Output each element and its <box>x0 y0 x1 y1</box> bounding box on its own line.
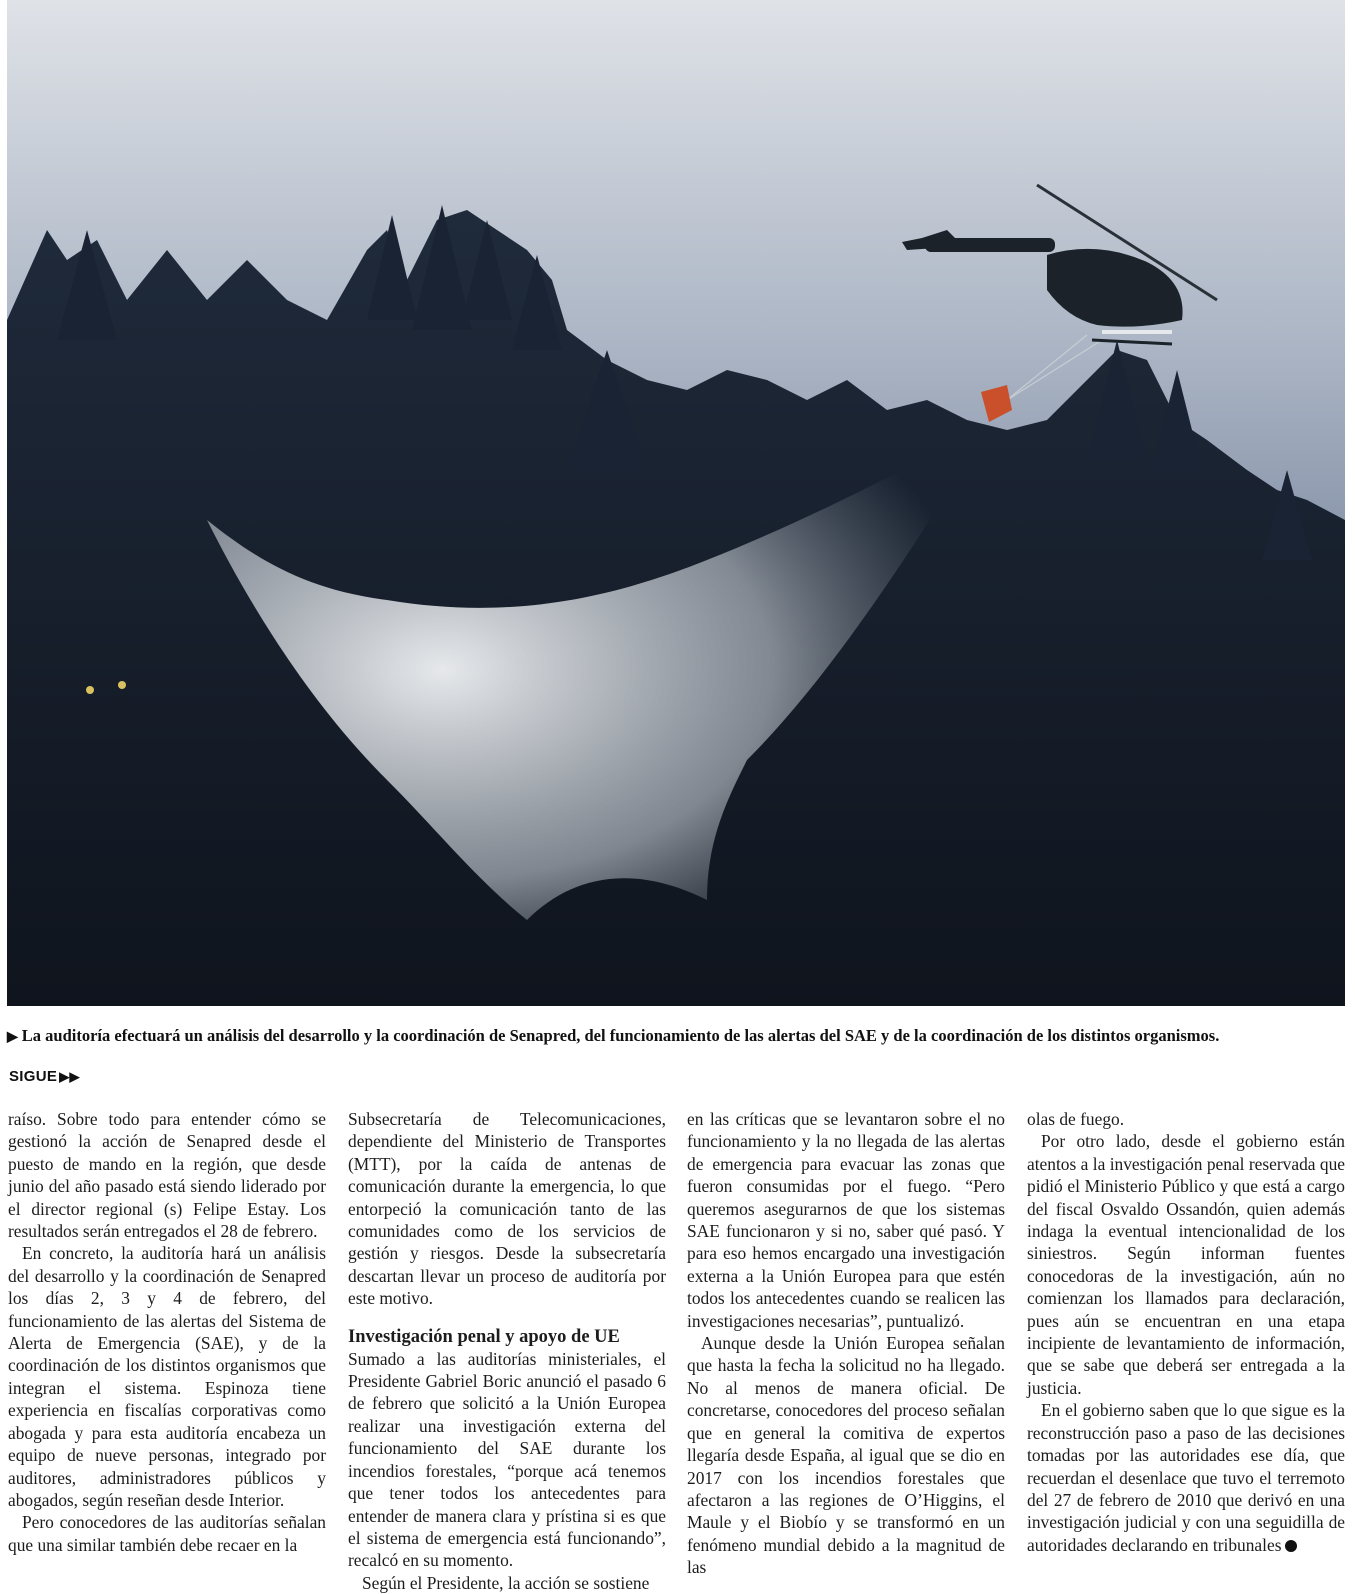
article-column-1 <box>8 1108 326 1556</box>
end-of-article-icon <box>1285 1540 1297 1552</box>
photo-caption <box>7 1026 1347 1048</box>
caption-marker-icon: ▶ <box>7 1030 18 1045</box>
caption-text: La auditoría efectuará un análisis del desarrollo y la coordinación de Senapred, del funcionamiento de las alertas del SAE y de la coordinación de los distintos organismos. <box>21 1026 1220 1045</box>
news-photo <box>7 0 1345 1006</box>
paragraph: raíso. Sobre todo para entender cómo se gestionó la acción de Senapred desde el puesto de mando en la región, que desde junio del año pasado está siendo liderado por el director regional (s) Felipe Estay. Los resultados serán entregados el 28 de febrero. <box>8 1109 326 1242</box>
double-arrow-icon: ▶▶ <box>59 1069 80 1084</box>
paragraph: Sumado a las auditorías ministeriales, el Presidente Gabriel Boric anunció el pasado 6 de febrero que solicitó a la Unión Europea realizar una investigación externa del funcionamiento del SAE durante los incendios forestales, “porque acá tenemos que tener todos los antecedentes para entender de manera clara y prístina si es que el sistema de emergencia está funcionando”, recalcó en su momento. <box>348 1348 666 1571</box>
paragraph-text: En el gobierno saben que lo que sigue es la reconstrucción paso a paso de las decisiones tomadas por las autoridades ese día, que recuerdan el desenlace que tuvo el terremoto del 27 de febrero de 2010 que derivó en una investigación judicial y con una seguidilla de autoridades declarando en tribunales <box>1027 1400 1345 1555</box>
paragraph: olas de fuego. <box>1027 1109 1125 1129</box>
paragraph: en las críticas que se levantaron sobre el no funcionamiento y la no llegada de las alertas de emergencia para evacuar las zonas que fueron consumidas por el fuego. “Pero queremos asegurarnos de que los sistemas SAE funcionaron y si no, saber qué pasó. Y para eso hemos encargado una investigación externa a la Unión Europea para que estén todos los antecedentes cuando se realicen las investigaciones necesarias”, puntualizó. <box>687 1109 1005 1331</box>
paragraph: Pero conocedores de las auditorías señalan que una similar también debe recaer en la <box>8 1512 326 1555</box>
paragraph: Por otro lado, desde el gobierno están atentos a la investigación penal reservada que pidió el Ministerio Público y que está a cargo del fiscal Osvaldo Ossandón, quien además indaga la eventual intencionalidad de los siniestros. Según informan fuentes conocedoras de la investigación, aún no comienzan los llamados para declaración, pues aún se encuentran en una etapa incipiente de levantamiento de información, que se sabe que deberá ser entregada a la justicia. <box>1027 1131 1345 1398</box>
helicopter-firefighting-photo <box>7 0 1345 1006</box>
article-column-4 <box>1027 1108 1345 1556</box>
article-column-3 <box>687 1108 1005 1579</box>
continue-label <box>9 1068 80 1085</box>
article-column-2 <box>348 1108 666 1594</box>
paragraph: En concreto, la auditoría hará un análisis del desarrollo y la coordinación de Senapred los días 2, 3 y 4 de febrero, del funcionamiento de las alertas del Sistema de Alerta de Emergencia (SAE), y de la coordinación de los distintos organismos que integran el sistema. Espinoza tiene experiencia en fiscalías corporativas como abogada y para esta auditoría encabeza un equipo de nueve personas, integrado por auditores, administradores públicos y abogados, según reseñan desde Interior. <box>8 1243 326 1510</box>
section-heading: Investigación penal y apoyo de UE <box>348 1326 620 1347</box>
sigue-text: SIGUE <box>9 1068 58 1085</box>
paragraph: Según el Presidente, la acción se sostiene <box>362 1572 650 1593</box>
paragraph-final <box>1027 1399 1345 1556</box>
paragraph: Subsecretaría de Telecomunicaciones, dependiente del Ministerio de Transportes (MTT), por la caída de antenas de comunicación durante la emergencia, lo que entorpeció la comunicación tanto de las comunidades como de los servicios de gestión y riesgos. Desde la subsecretaría descartan llevar un proceso de auditoría por este motivo. <box>348 1109 666 1309</box>
paragraph: Aunque desde la Unión Europea señalan que hasta la fecha la solicitud no ha llegado. No al menos de manera oficial. De concretarse, conocedores del proceso señalan que en general la comitiva de expertos llegaría desde España, al igual que se dio en 2017 con los incendios forestales que afectaron a las regiones de O’Higgins, el Maule y el Biobío y se transformó en un fenómeno mundial debido a la magnitud de las <box>687 1333 1005 1578</box>
